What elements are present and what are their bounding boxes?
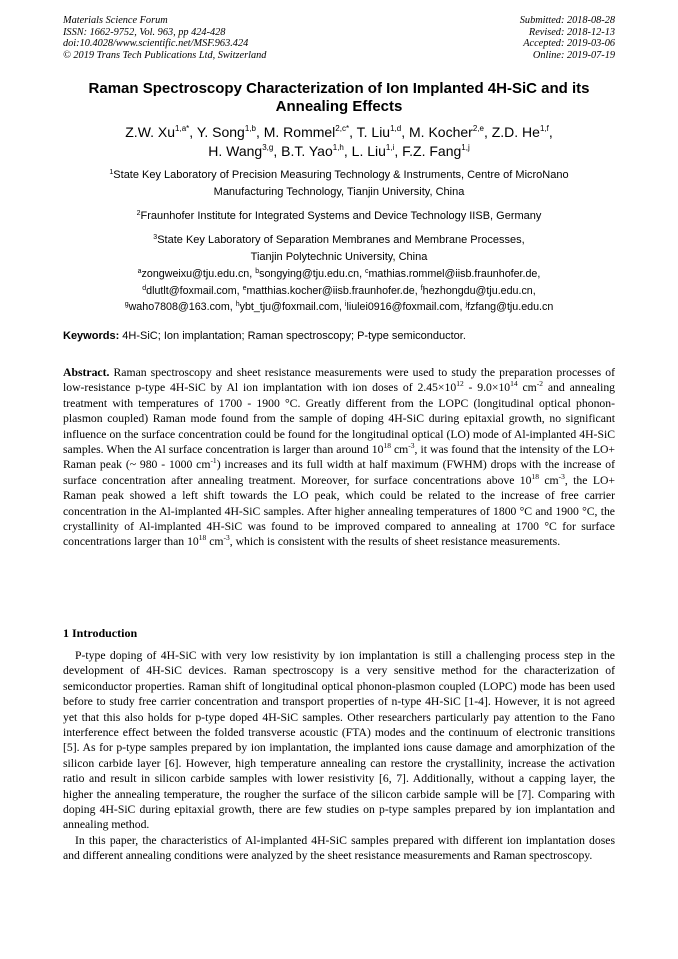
author-sep: , [394, 143, 403, 159]
affiliation-sup: 1 [109, 169, 114, 176]
abstract-sup: -1 [210, 456, 217, 466]
author-line-1 [63, 123, 615, 142]
email-link[interactable]: ybt_tju@foxmail.com, [239, 301, 345, 313]
author-sep: , [273, 143, 282, 159]
affiliation-text: Fraunhofer Institute for Integrated Systems and Device Technology IISB, Germany [140, 210, 542, 222]
email-sup: c [365, 268, 369, 275]
email-link[interactable]: fzfang@tju.edu.cn [467, 301, 554, 313]
email-sup: i [344, 301, 347, 308]
title-line-2: Annealing Effects [275, 98, 403, 115]
email-link[interactable]: mathias.rommel@iisb.fraunhofer.de, [368, 268, 541, 280]
journal-copyright: © 2019 Trans Tech Publications Ltd, Switzerland [63, 49, 267, 61]
author-sup: 1,i [385, 143, 395, 152]
affiliation-text: Manufacturing Technology, Tianjin University, China [213, 185, 465, 198]
abstract-sup: -3 [223, 533, 230, 543]
title-line-1: Raman Spectroscopy Characterization of Ion Implanted 4H-SiC and its [88, 80, 590, 97]
abstract-text: , the LO+ Raman peak showed a left shift towards the LO peak, which could be related to the increase of free carrier concentration in the Al-implanted 4H-SiC samples. After higher annealing temperatures of 1800 °C and 1900 °C, the crystallinity of Al-implanted 4H-SiC was found to be improved compared to annealing at 1700 °C for surface concentrations larger than 10 [63, 473, 615, 549]
abstract-text: cm [539, 473, 559, 487]
abstract-sup: 18 [383, 441, 391, 451]
keywords [63, 329, 615, 343]
email-sup: h [235, 301, 240, 308]
intro-paragraph-2: In this paper, the characteristics of Al-implanted 4H-SiC samples prepared with different ion implantation doses and different annealing conditions were analyzed by the sheet resistance measurements and Raman spectroscopy. [63, 833, 615, 863]
author-list [63, 123, 615, 161]
abstract-text: cm [206, 535, 224, 549]
abstract-text: - 9.0×10 [463, 381, 511, 395]
email-link[interactable]: hezhongdu@tju.edu.cn, [422, 284, 536, 297]
author-sup: 1,b [244, 124, 256, 133]
email-sup: b [255, 268, 260, 275]
author-name: Z.W. Xu [125, 124, 176, 140]
date-submitted: Submitted: 2018-08-28 [519, 15, 615, 26]
author-sep: , [548, 124, 553, 140]
abstract-text: and annealing treatment with temperatures of 1700 - 1900 °C. Greatly different from the LOPC (longitudinal optical phonon-plasmon coupled) Raman mode found from the sample of doping 4H-SiC during epitaxial growth, no significant influence on the surface concentration could be found for the longitudinal optical (LO) mode of Al-implanted 4H-SiC samples. When the Al surface concentration is larger than around 10 [63, 381, 616, 457]
abstract-sup: 12 [456, 379, 464, 389]
abstract-text: , which is consistent with the results of sheet resistance measurements. [229, 535, 561, 549]
author-sup: 2,e [472, 124, 484, 133]
abstract-text: cm [517, 381, 537, 395]
journal-doi: doi:10.4028/www.scientific.net/MSF.963.424 [63, 38, 249, 50]
affiliation-text: State Key Laboratory of Separation Membranes and Membrane Processes, [157, 234, 525, 246]
keywords-label: Keywords: [63, 330, 120, 342]
email-line-3 [63, 299, 615, 316]
author-sep: , [483, 124, 492, 140]
journal-issn: ISSN: 1662-9752, Vol. 963, pp 424-428 [63, 26, 226, 38]
author-sep: , [255, 124, 264, 140]
email-sup: d [142, 284, 147, 292]
author-sup: 2,c* [335, 124, 350, 133]
intro-paragraph-1: P-type doping of 4H-SiC with very low resistivity by ion implantation is still a challenging process step in the development of 4H-SiC devices. Raman spectroscopy is a very sensitive method for the characterization of semiconductor properties. Raman shift of longitudinal optical phonon-plasmon coupled (LOPC) mode has been used before to study free carrier concentration and transport properties of n-type 4H-SiC [1-4]. However, it is not agreed yet that this also holds for p-type doped 4H-SiC samples. Other researchers particularly pay attention to the Fano interference effect between the folded transverse acoustic (FTA) modes and the continuum of electronic transitions [5]. As for p-type samples prepared by ion implantation, the implanted ions cause damage and amorphization of the silicon carbide layer [6]. However, high temperature annealing can restore the crystallinity, increase the activation ratio and result in silicon carbide samples with lower resistivity [6, 7]. Additionally, without a capping layer, the higher the annealing temperature, the rougher the surface of the silicon carbide sample will be [7]. Comparing with doping 4H-SiC during epitaxial growth, there are few studies on p-type samples prepared by ion implantation and annealing method. [63, 649, 615, 832]
author-sep: , [343, 143, 352, 159]
author-sup: 1,d [390, 124, 402, 133]
author-sup: 1,j [461, 143, 470, 152]
email-link[interactable]: matthias.kocher@iisb.fraunhofer.de, [246, 284, 421, 297]
abstract-sup: -3 [408, 441, 415, 451]
dates-header [520, 15, 615, 61]
affiliation-sup: 3 [153, 234, 158, 241]
email-link[interactable]: waho7808@163.com, [128, 301, 236, 313]
author-sup: 3,g [262, 143, 274, 152]
abstract-label: Abstract. [63, 366, 110, 379]
email-list [63, 266, 615, 316]
email-link[interactable]: liulei0916@foxmail.com, [346, 301, 466, 313]
date-revised: Revised: 2018-12-13 [528, 26, 615, 38]
author-sup: 1,h [332, 143, 344, 152]
abstract-text: cm [390, 443, 409, 457]
abstract-sup: -3 [558, 471, 565, 481]
email-sup: g [124, 301, 129, 308]
keywords-text: 4H-SiC; Ion implantation; Raman spectroscopy; P-type semiconductor. [119, 330, 466, 342]
email-sup: f [420, 284, 423, 292]
author-name: H. Wang [208, 143, 263, 159]
abstract-sup: -2 [536, 379, 544, 389]
email-link[interactable]: dlutlt@foxmail.com, [146, 284, 243, 297]
date-accepted: Accepted: 2019-03-06 [523, 38, 615, 50]
abstract-text: ) increases and its full width at half maximum (FWHM) drops with the increase of surface concentration after annealing treatment. Moreover, for surface concentrations above 10 [63, 458, 615, 487]
email-sup: e [242, 284, 247, 292]
date-online: Online: 2019-07-19 [532, 49, 615, 61]
affiliation-1 [63, 167, 615, 200]
abstract-sup: 18 [531, 471, 539, 481]
author-sup: 1,f [539, 124, 549, 133]
affiliation-text: Tianjin Polytechnic University, China [250, 250, 428, 263]
author-sep: , [349, 124, 357, 140]
author-sep: , [401, 124, 409, 140]
author-line-2 [63, 142, 615, 161]
email-sup: a [137, 268, 142, 275]
author-name: Z.D. He [491, 124, 540, 140]
email-sup: j [465, 301, 467, 308]
abstract-sup: 14 [510, 379, 518, 389]
affiliation-3 [63, 232, 615, 265]
paper-title [63, 80, 615, 116]
author-sup: 1,a* [175, 124, 190, 133]
abstract-text: Raman spectroscopy and sheet resistance measurements were used to study the preparation processes of low-resistance p-type 4H-SiC by Al ion implantation with ion doses of 2.45×10 [63, 366, 615, 395]
author-sep: , [189, 124, 197, 140]
author-name: F.Z. Fang [402, 143, 462, 159]
author-name: B.T. Yao [281, 143, 333, 159]
journal-name: Materials Science Forum [63, 15, 168, 26]
email-line-1 [63, 266, 615, 283]
section-heading: 1 Introduction [63, 626, 138, 640]
introduction-body [63, 648, 615, 864]
affiliation-text: State Key Laboratory of Precision Measuring Technology & Instruments, Centre of MicroNano [113, 169, 569, 181]
affiliation-sup: 2 [136, 210, 141, 217]
email-link[interactable]: songying@tju.edu.cn, [259, 268, 366, 280]
author-name: T. Liu [356, 124, 391, 140]
abstract-sup: 18 [198, 533, 207, 543]
author-name: L. Liu [351, 143, 386, 159]
email-line-2 [63, 283, 615, 300]
email-link[interactable]: zongweixu@tju.edu.cn, [141, 268, 256, 280]
journal-header [63, 15, 266, 61]
abstract-text: , it was found that the intensity of the LO+ Raman peak (~ 980 - 1000 cm [63, 443, 616, 472]
author-name: Y. Song [196, 124, 245, 140]
author-name: M. Rommel [263, 124, 336, 140]
author-name: M. Kocher [409, 124, 473, 140]
affiliation-2 [63, 208, 615, 225]
abstract [63, 365, 615, 550]
